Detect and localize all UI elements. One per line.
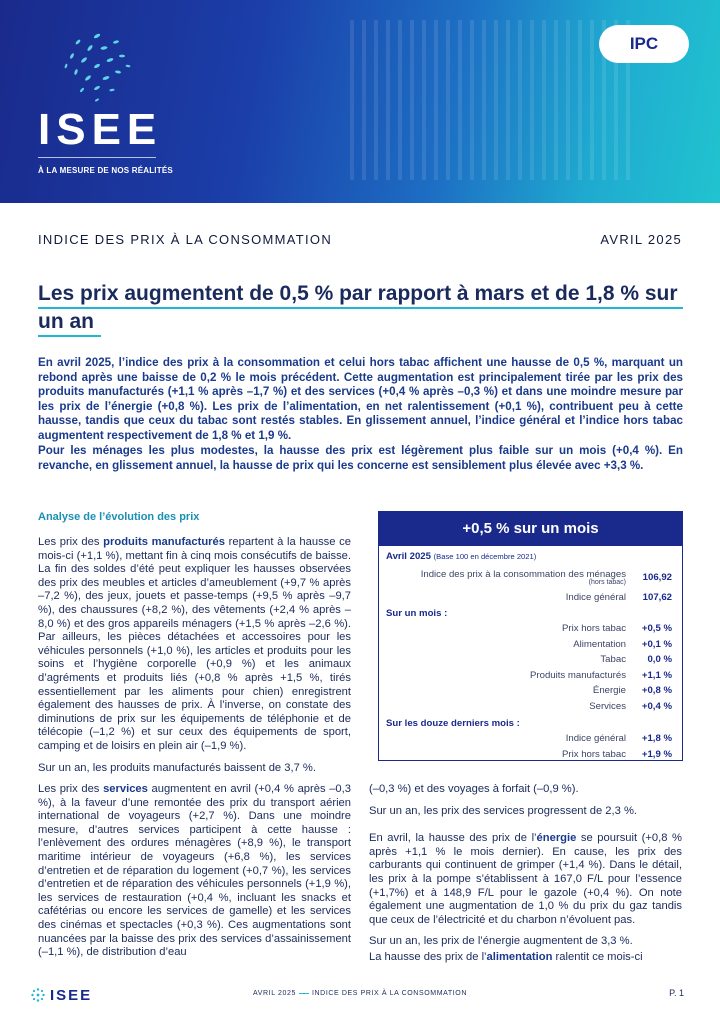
key-figures-body: [379, 546, 682, 762]
lead-paragraph-2: Pour les ménages les plus modestes, la hausse des prix est légèrement plus faible sur un mois (+0,4 %). En revanche, en glissement annuel, la hausse de prix qui les concerne est sensiblement plus élevée avec +3,3 %.: [38, 444, 683, 472]
paragraph-services-annual: Sur un an, les prix des services progressent de 2,3 %.: [369, 804, 638, 817]
key-figures-box: [378, 511, 683, 761]
left-column-bottom: [38, 783, 351, 968]
left-column-top: [38, 536, 351, 783]
monthly-change-row: [386, 637, 672, 653]
footer-logo: ISEE: [30, 986, 92, 1004]
highlight-food: alimentation: [486, 950, 553, 963]
logo-tagline: À LA MESURE DE NOS RÉALITÉS: [38, 166, 173, 175]
highlight-manufactured: produits manufacturés: [103, 536, 225, 548]
index-value: 106,92: [642, 571, 672, 583]
title-underline-short: [38, 335, 101, 337]
monthly-change-row-value: +0,4 %: [641, 700, 672, 712]
annual-change-row-value: +1,9 %: [641, 748, 672, 760]
annual-change-row-value: +1,8 %: [641, 733, 672, 745]
publication-date: AVRIL 2025: [600, 232, 682, 247]
monthly-rows: [386, 621, 672, 714]
header-banner: [0, 0, 720, 203]
annual-change-row-label: Indice général: [565, 733, 626, 745]
page-number: P. 1: [669, 988, 684, 998]
index-row-hors-tabac: Indice des prix à la consommation des ménages (hors tabac) 106,92: [420, 568, 672, 586]
highlight-services: services: [103, 783, 148, 795]
monthly-change-row-label: Prix hors tabac: [562, 623, 626, 635]
paragraph-services: Les prix des services augmentent en avril (+0,4 % après –0,3 %), à la faveur d’une remontée des prix du transport aérien international de voyageurs (+2,7 %). Dans une moindre mesure, d’autres services participent à cette hausse : l’enlèvement des ordures ménagères (+8,9 %), le transport maritime intérieur de voyageurs (+6,8 %), les services d’entretien et de réparation du logement (+0,7 %), les services d’entretien et de réparation des véhicules personnels (+1,9 %), les services de restauration (+0,4 %, incluant les snacks et cafétérias ou encore les services de gamelle) et les services des cinémas et spectacles (+0,3 %). Ces augmentations sont nuancées par la baisse des prix des services d’assainissement (–1,1 %), de distribution d’eau: [38, 783, 351, 959]
paragraph-services-cont: (–0,3 %) et des voyages à forfait (–0,9 %).: [369, 783, 579, 795]
lead-paragraph: En avril 2025, l’indice des prix à la consommation et celui hors tabac affichent une hausse de 0,5 %, marquant un rebond après une baisse de 0,2 % le mois précédent. Cette augmentation est principalement tirée par les prix des produits manufacturés (+1,1 % après –1,7 %) et des services (+0,4 % après –0,3 %) et dans une moindre mesure par les prix de l’énergie (+0,8 %). Les prix de l’alimentation, en net ralentissement (+0,1 %), contribuent peu à cette hausse, tandis que ceux du tabac sont restés stables. En glissement annuel, l’indice général et l’indice hors tabac augmentent respectivement de 1,8 % et 1,9 %.: [38, 356, 683, 442]
key-figures-title: +0,5 % sur un mois: [379, 512, 682, 546]
section-annual: Sur les douze derniers mois :: [386, 718, 520, 729]
monthly-change-row: [386, 668, 672, 684]
monthly-change-row: [386, 683, 672, 699]
publication-kicker: INDICE DES PRIX À LA CONSOMMATION: [38, 232, 333, 247]
index-row-general: Indice général 107,62: [565, 591, 672, 603]
ipc-badge: IPC: [599, 25, 689, 63]
section-title: Analyse de l’évolution des prix: [38, 511, 200, 523]
paragraph-energy: En avril, la hausse des prix de l’énergie se poursuit (+0,8 % après +1,1 % le mois dernier). En cause, les prix des carburants qui continuent de grimper (+1,4 %). Dans le détail, les prix à la pompe s’établissent à 167,0 F/L pour l’essence (+1,7%) et à 148,9 F/L pour le gazole (+0,4 %). On note également une augmentation de 1,0 % du prix du gaz tandis que ceux de l’électricité et du charbon n’évoluent pas.: [369, 832, 682, 926]
isee-logo-text: ISEE: [38, 105, 163, 154]
section-monthly: Sur un mois :: [386, 608, 448, 619]
annual-change-row-label: Prix hors tabac: [562, 748, 626, 760]
index-value: 107,62: [642, 591, 672, 603]
monthly-change-row-label: Tabac: [600, 654, 626, 666]
monthly-change-row-value: 0,0 %: [647, 654, 672, 666]
annual-change-row: [386, 747, 672, 763]
annual-change-row: [386, 731, 672, 747]
monthly-change-row-label: Alimentation: [573, 638, 626, 650]
monthly-change-row: [386, 621, 672, 637]
monthly-change-row-value: +0,1 %: [641, 638, 672, 650]
page-title: Les prix augmentent de 0,5 % par rapport à mars et de 1,8 % sur un an: [38, 282, 678, 333]
monthly-change-row: [386, 699, 672, 715]
monthly-change-row-value: +0,5 %: [641, 623, 672, 635]
monthly-change-row-value: +1,1 %: [641, 669, 672, 681]
highlight-energy: énergie: [536, 832, 577, 845]
paragraph-manufactured: Les prix des produits manufacturés repartent à la hausse ce mois-ci (+1,1 %), mettant fin à cinq mois consécutifs de baisse. La fin des soldes d’été peut expliquer les hausses observées des prix des meubles et articles d’ameublement (+9,7 % après –7,2 %), des jeux, jouets et passe-temps (+9,5 % après –9,7 %), des chaussures (+8,2 %), des vêtements (+2,4 % après –8,0 %) et des gros appareils ménagers (+1,5 % après –2,6 %). Par ailleurs, les pièces détachées et accessoires pour les véhicules personnels (+1,0 %), les articles et produits pour les soins et l’hygiène corporelle (+0,9 %) et les animaux d’agréments et produits liés (+0,8 % après +1,5 %, tirés essentiellement par les aliments pour chien) enregistrent également des hausses de prix. À l’inverse, on constate des diminutions de prix sur les équipements de téléphonie et de télécopie (–1,2 %) et sur ceux des équipements de sport, camping et de loisirs en plein air (–1,9 %).: [38, 536, 351, 752]
monthly-change-row-label: Services: [589, 700, 626, 712]
paragraph-energy-annual: Sur un an, les prix de l’énergie augmentent de 3,3 %.: [369, 935, 633, 948]
right-column: [369, 783, 682, 973]
logo-divider: [38, 157, 156, 158]
paragraph-manufactured-annual: Sur un an, les produits manufacturés baissent de 3,7 %.: [38, 761, 316, 774]
monthly-change-row: [386, 652, 672, 668]
annual-rows: [386, 731, 672, 762]
monthly-change-row-label: Produits manufacturés: [530, 669, 626, 681]
key-figures-date: Avril 2025 (Base 100 en décembre 2021): [386, 551, 537, 562]
isee-logo-mark-icon: [52, 26, 142, 106]
paragraph-food: La hausse des prix de l’alimentation ralentit ce mois-ci: [369, 950, 643, 963]
footer-reference: AVRIL 2025 INDICE DES PRIX À LA CONSOMMATION: [253, 990, 467, 997]
monthly-change-row-value: +0,8 %: [641, 685, 672, 697]
title-underline: [38, 307, 683, 309]
monthly-change-row-label: Énergie: [592, 685, 626, 697]
